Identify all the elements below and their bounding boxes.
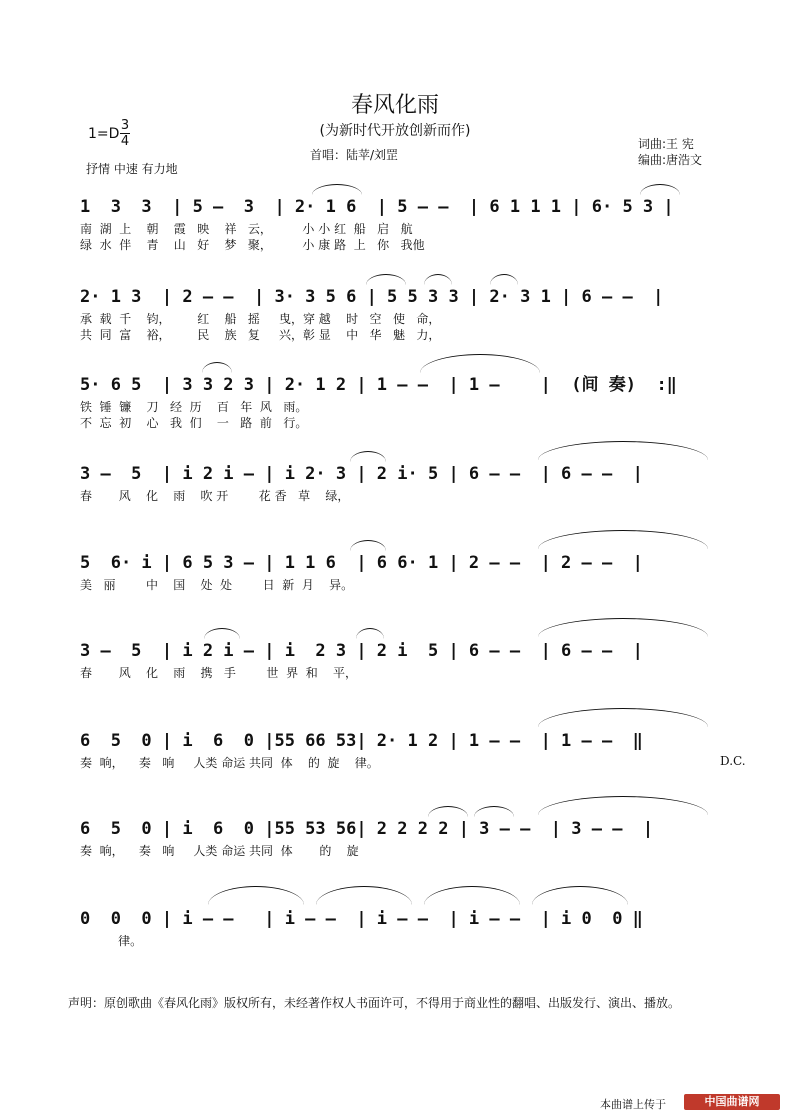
system-notes: 6 5 0 | i 6 0 |55 66 53| 2· 1 2 | 1 – – | 1 – – ‖: [80, 731, 643, 751]
system-lyrics-verse-1: 承 载 千 钧， 红 船 摇 曳，穿 越 时 空 使 命，: [80, 312, 441, 326]
slur: [424, 274, 452, 285]
da-capo-mark: D.C.: [720, 754, 746, 768]
system-notes: 5 6· i | 6 5 3 – | 1 1 6 | 6 6· 1 | 2 – – | 2 – – |: [80, 553, 643, 573]
system-notes: 3 – 5 | i 2 i – | i 2· 3 | 2 i· 5 | 6 – – | 6 – – |: [80, 464, 643, 484]
system-notes: 0 0 0 | i – – | i – – | i – – | i – – | i 0 0 ‖: [80, 909, 643, 929]
system-lyrics-verse-1: 奏 响， 奏 响 人类 命运 共同 体 的 旋: [80, 844, 359, 858]
time-signature-bottom: 4: [120, 134, 130, 149]
system-8: [80, 818, 750, 888]
system-lyrics-verse-1: 铁 锤 镰 刀 经 历 百 年 风 雨。: [80, 400, 308, 414]
system-lyrics-verse-1: 春 风 化 雨 携 手 世 界 和 平，: [80, 666, 357, 680]
system-lyrics-verse-1: 春 风 化 雨 吹 开 花 香 草 绿，: [80, 489, 350, 503]
slur: [532, 886, 628, 905]
system-lyrics-verse-1: 美 丽 中 国 处 处 日 新 月 异。: [80, 578, 354, 592]
system-lyrics-verse-1: 律。: [80, 934, 143, 948]
slur: [538, 708, 708, 727]
system-2: [80, 286, 750, 356]
system-notes: 1 3 3 | 5 – 3 | 2· 1 6 | 5 – – | 6 1 1 1 | 6· 5 3 |: [80, 197, 674, 217]
slur: [204, 628, 240, 639]
system-1: [80, 196, 750, 266]
tempo-marking: 抒情 中速 有力地: [86, 162, 178, 176]
site-logo[interactable]: 中国曲谱网: [684, 1094, 780, 1110]
copyright-notice: 声明：原创歌曲《春风化雨》版权所有，未经著作权人书面许可，不得用于商业性的翻唱、出版发行、演出、播放。: [68, 996, 681, 1010]
slur: [202, 362, 232, 373]
slur: [640, 184, 680, 195]
system-9: [80, 908, 750, 978]
system-notes: 6 5 0 | i 6 0 |55 53 56| 2 2 2 2 | 3 – – | 3 – – |: [80, 819, 654, 839]
arranger: 编曲:唐浩文: [638, 153, 703, 167]
lyricist-composer: 词曲:王 宪: [638, 137, 694, 151]
system-4: [80, 463, 750, 533]
slur: [474, 806, 514, 817]
slur: [316, 886, 412, 905]
slur: [350, 540, 386, 551]
system-5: [80, 552, 750, 622]
slur: [350, 451, 386, 462]
slur: [208, 886, 304, 905]
system-notes: 5· 6 5 | 3 3 2 3 | 2· 1 2 | 1 – – | 1 – | (间 奏) :‖: [80, 375, 677, 395]
slur: [424, 886, 520, 905]
time-signature-top: 3: [120, 118, 130, 133]
song-subtitle: (为新时代开放创新而作): [319, 123, 471, 139]
uploaded-label: 本曲谱上传于: [600, 1098, 666, 1111]
system-3: [80, 374, 750, 444]
system-lyrics-verse-2: 不 忘 初 心 我 们 一 路 前 行。: [80, 416, 308, 430]
slur: [366, 274, 406, 285]
system-6: [80, 640, 750, 710]
system-notes: 3 – 5 | i 2 i – | i 2 3 | 2 i 5 | 6 – – | 6 – – |: [80, 641, 643, 661]
key-signature: 1=D: [88, 126, 120, 142]
slur: [490, 274, 518, 285]
system-notes: 2· 1 3 | 2 – – | 3· 3 5 6 | 5 5 3 3 | 2· 3 1 | 6 – – |: [80, 287, 664, 307]
slur: [428, 806, 468, 817]
system-7: [80, 730, 750, 800]
system-lyrics-verse-2: 共 同 富 裕， 民 族 复 兴，彰 显 中 华 魅 力，: [80, 328, 441, 342]
singer-credit: 首唱：陆苹/刘罡: [310, 148, 399, 162]
slur: [420, 354, 540, 373]
slur: [312, 184, 362, 195]
slur: [356, 628, 384, 639]
system-lyrics-verse-2: 绿 水 伴 青 山 好 梦 聚， 小 康 路 上 你 我他: [80, 238, 425, 252]
system-lyrics-verse-1: 南 湖 上 朝 霞 映 祥 云， 小 小 红 船 启 航: [80, 222, 413, 236]
system-lyrics-verse-1: 奏 响， 奏 响 人类 命运 共同 体 的 旋 律。: [80, 756, 379, 770]
song-title: 春风化雨: [350, 93, 439, 118]
